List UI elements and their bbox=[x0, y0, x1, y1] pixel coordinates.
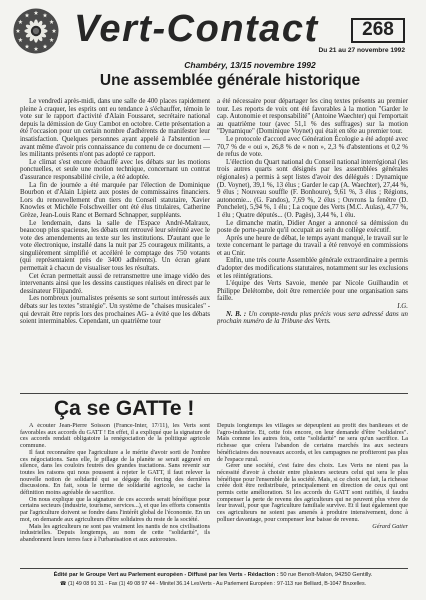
footer-contacts: (1) 49 08 91 31 - Fax (1) 49 08 97 44 - Minitel 36.14 LesVerts - Au Parlement Européen : 97-113 rue Belliard, B-1047 Bruxelles. bbox=[67, 581, 367, 587]
article-paragraph: L'élection du Quart national du Conseil national interrégional (les trois autres quarts sont désignés par les assemblées générales régionales) a permis à sept listes d'avoir des délégués : Dynamique (D. Voynet), 39,1 %, 13 élus ; Garder le cap (A. Waechter), 27,44 %, 9 élus ; Nouveau souffle (F. Bonhoure), 9,61 %, 3 élus ; Régions, autonomie... (G. Fandos), 7,69 %, 2 élus ; Ouvrons la fenêtre (D. Ponchelet), 5,94 %, 1 élu ; La coque des Verts (M.C. Aulas), 4,77 %, 1 élu ; Quatre députés... (O. Pagès), 3,44 %, 1 élu. bbox=[217, 158, 408, 219]
section-divider bbox=[20, 393, 408, 394]
article-paragraph: Le lendemain, dans la salle de l'Espace André-Malraux, beaucoup plus spacieuse, les débats ont retrouvé leur sérénité avec le vote des amendements au texte sur les institutions. D'autant que le vote électronique, installé dans la nuit par 25 courageux militants, a singulièrement simplifié et accéléré le comptage des 750 votants (qui représentaient près de 3400 adhérents). Un écran géant permettait à chacun de visualiser tous les résultats. bbox=[20, 219, 210, 273]
article-paragraph: Cet écran permettait aussi de retransmettre une image vidéo des intervenants ainsi que les dessins caustiques réalisés en direct par le dessinateur Filipandré. bbox=[20, 272, 210, 295]
footer-publisher-line bbox=[0, 571, 426, 579]
article-paragraph: a été nécessaire pour départager les cinq textes présents au premier tour. Les reports de voix ont été favorables à la motion "Garder le cap. Autonomie et responsabilité" (Antoine Waechter) qui l'emportait au quatrième tour (avec 51,1 % des suffrages) sur la motion "Dynamique" (Dominique Voynet) qui était en tête au premier tour. bbox=[217, 98, 408, 136]
article-paragraph: Le dimanche matin, Didier Anger a annoncé sa démission du poste de porte-parole qu'il occupait au sein du collège exécutif. bbox=[217, 219, 408, 235]
article-1-left-column bbox=[20, 98, 210, 389]
article-2-signature: Gérard Gatier bbox=[372, 522, 408, 530]
masthead-title: Vert-Contact bbox=[74, 8, 319, 50]
article-paragraph: Mais les agriculteurs ne sont pas vraiment les nantis de nos civilisations industrielles. Depuis longtemps, au nom de cette "solidarité", ils abandonnent leurs terres face à l'urbanisation et aux autoroutes. bbox=[20, 522, 210, 543]
article-paragraph: Depuis longtemps les villages se dépeuplent au profit des banlieues et de l'agro-industrie. Et, cette fois encore, on leur demande d'être "solidaires". Mais comme les autres fois, cette "solidarité" ne sera qu'un sacrifice. La richesse que créera l'abandon de certains marchés ira aux secteurs bénéficiaires des nouveaux accords, et les campagnes ne profiteront pas plus de l'espace rural. bbox=[217, 423, 408, 463]
article-paragraph: Les nombreux journalistes présents se sont surtout intéressés aux débats sur les textes "stratégie". Un système de "chaises musicales" -qui devrait être repris lors des prochaines AG- a évité que les débats soient interminables. Cependant, un quatrième tour bbox=[20, 295, 210, 326]
article-paragraph: Il faut reconnaître que l'agriculture a le mérite d'avoir sorti de l'ombre ces négociations. Sans elle, le pillage de la planète se serait aggravé en silence, dans les couloirs feutrés des grandes tractations. Sans revenir sur toutes les raisons qui nous poussent à rejeter le GATT, il faut relever la nouvelle notion de solidarité qui se dégage du forcing des dernières discussions. En fait, sous le terme de solidarité agricole, se cache la définition moins agréable de sacrifice. bbox=[20, 448, 210, 497]
footer-address: 50 rue Benoît-Malon, 94250 Gentilly. bbox=[280, 572, 373, 578]
phone-icon bbox=[60, 581, 67, 587]
note-text: Un compte-rendu plus précis vous sera adressé dans un prochain numéro de la Tribune des Verts. bbox=[217, 310, 408, 326]
article-2-right-column bbox=[217, 423, 408, 566]
article-1-right-column bbox=[217, 98, 408, 389]
article-1-headline: Une assemblée générale historique bbox=[99, 72, 361, 89]
footer-publisher: Édité par le Groupe Vert au Parlement européen - Diffusé par les Verts - Rédaction : bbox=[53, 572, 279, 578]
footer-contact-line bbox=[0, 580, 426, 588]
article-paragraph: Le vendredi après-midi, dans une salle de 400 places rapidement pleine à craquer, les esprits ont eu tendance à s'échauffer, témoin le vote sur le rapport d'activité d'Alain Foussaret, secrétaire national depuis la démission de Guy Cambot en octobre. Cette présentation a été l'occasion pour un certain nombre d'adhérents de manifester leur insatisfaction. Quelques personnes ayant appelé à l'abstention — avant même d'avoir pris connaissance du contenu de ce document — les militants présents n'ont pas adopté ce rapport. bbox=[20, 98, 210, 159]
sunflower-core bbox=[33, 28, 39, 34]
note-label: N. B. : bbox=[226, 310, 247, 318]
article-paragraph: Après une heure de débat, le temps ayant manqué, le travail sur le texte concernant le partage du travail a été renvoyé en commissions et au Cnir. bbox=[217, 234, 408, 257]
issue-number: 268 bbox=[351, 18, 405, 43]
article-paragraph: L'équipe des Verts Savoie, menée par Nicole Guilhaudin et Philippe Delétombe, doit être remerciée pour une organisation sans faille. bbox=[217, 280, 408, 303]
logo bbox=[13, 8, 59, 54]
article-paragraph: Le climat s'est encore échauffé avec les débats sur les motions ponctuelles, et seule une motion technique, concernant un contrat d'assurance responsabilité civile, a été adoptée. bbox=[20, 158, 210, 181]
article-paragraph: On nous explique que la signature de ces accords serait bénéfique pour certains secteurs (industrie, tourisme, services...), et que les efforts consentis par l'agriculture doivent se fondre dans l'intérêt global de l'économie. En un mot, on demande aux agriculteurs d'être solidaires du reste de la société. bbox=[20, 495, 210, 523]
article-paragraph: Gérer une société, c'est faire des choix. Les Verts ne nient pas la nécessité d'avoir à choisir entre plusieurs secteurs celui qui sera le plus bénéfique pour l'ensemble de la société. Mais, si ce choix est fait, la richesse créée doit être redistribuée, principalement en direction de ceux qui ont permis cette amélioration. Si les accords du GATT sont ratifiés, il faudra compenser la perte de revenu des agriculteurs qui ne peuvent plus vivre de leur travail, pour que l'agriculture familiale survive. Et il faut également que ces agriculteurs ne soient pas amenés à produire intensivement, donc à polluer davantage, pour compenser leur baisse de revenu. bbox=[217, 462, 408, 523]
article-paragraph: Enfin, une très courte Assemblée générale extraordinaire a permis d'adopter des modifications statutaires, notamment sur les exclusions et les réintégrations. bbox=[217, 257, 408, 280]
article-2-headline: Ça se GATTe ! bbox=[54, 397, 195, 420]
article-2-left-column bbox=[20, 423, 210, 566]
article-paragraph: La fin de journée a été marquée par l'élection de Dominique Bourbon et d'Alain Lipietz aux postes de commissaires financiers. Lors du renouvellement d'un tiers du Conseil statutaire, Xavier Knowles et Michèle Folschweiller ont été élus titulaires, Catherine Grèze, Jean-Louis Ranc et Bernard Schnapper, suppléants. bbox=[20, 181, 210, 219]
footer-divider bbox=[20, 568, 408, 569]
article-paragraph: À écouter Jean-Pierre Soisson (France-Inter, 17/11), les Verts sont favorables aux accords du GATT ! En effet, il a expliqué que la signature de ces accords rendait obligatoire la renégociation de la politique agricole commune. bbox=[20, 423, 210, 450]
article-1-kicker: Chambéry, 13/15 novembre 1992 bbox=[184, 60, 316, 70]
article-paragraph: Le protocole d'accord avec Génération Écologie a été adopté avec 70,7 % de « oui », 26,8 % de « non », 2,3 % d'abstentions et 0,2 % de refus de vote. bbox=[217, 135, 408, 159]
article-1-signature: I.G. bbox=[397, 303, 408, 311]
article-1-note bbox=[217, 311, 408, 326]
issue-date: Du 21 au 27 novembre 1992 bbox=[318, 47, 405, 54]
